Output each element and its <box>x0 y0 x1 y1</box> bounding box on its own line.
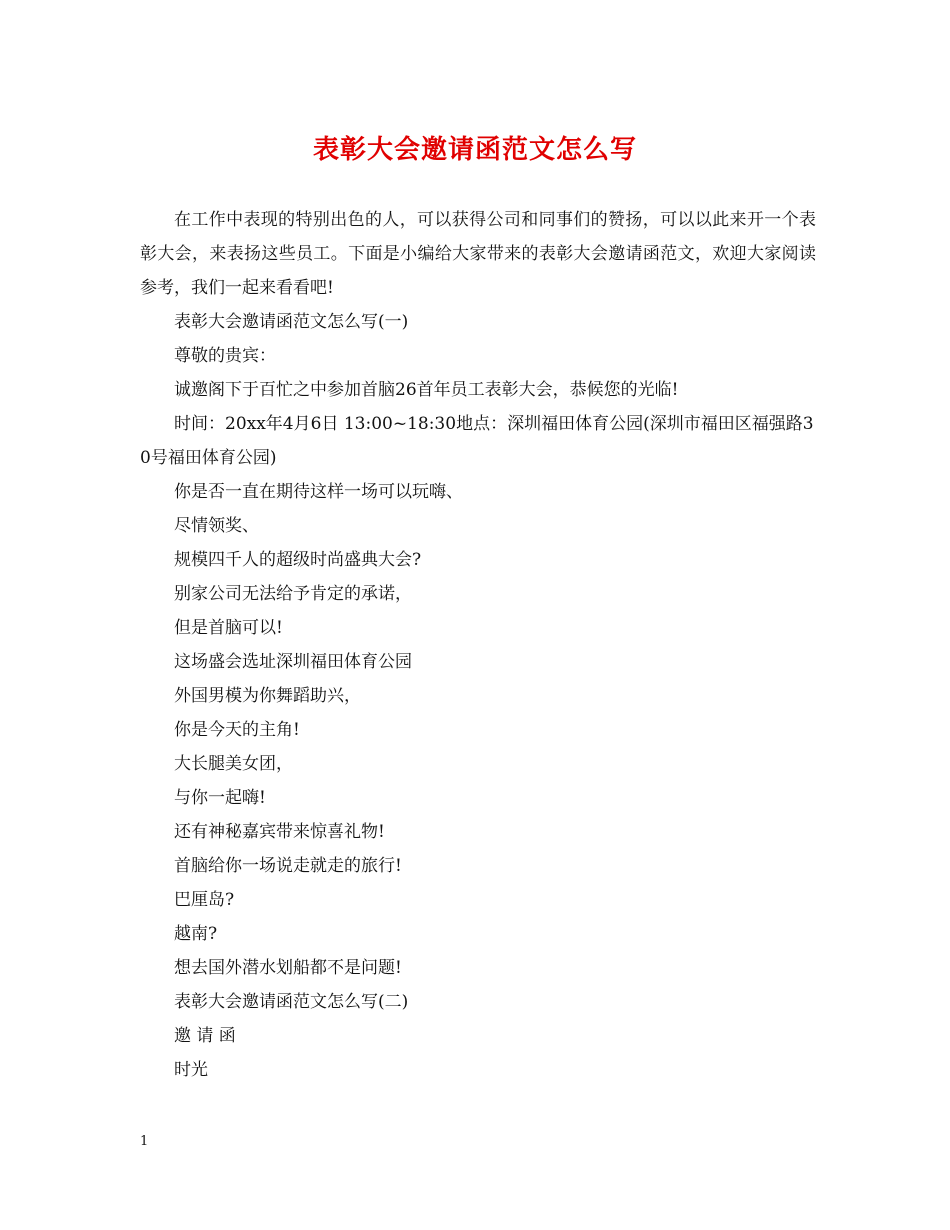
time-location-paragraph: 时间：20xx年4月6日 13:00~18:30地点：深圳福田体育公园(深圳市福田区福强路30号福田体育公园) <box>140 414 814 468</box>
section-heading-2: 表彰大会邀请函范文怎么写(二) <box>174 992 409 1012</box>
paragraph-line: 这场盛会选址深圳福田体育公园 <box>174 652 412 672</box>
paragraph-line: 与你一起嗨! <box>174 788 266 808</box>
paragraph-line: 但是首脑可以! <box>174 618 283 638</box>
document-title: 表彰大会邀请函范文怎么写 <box>312 135 637 165</box>
document-body <box>140 203 816 1087</box>
paragraph-line: 首脑给你一场说走就走的旅行! <box>174 856 402 876</box>
paragraph-line: 外国男模为你舞蹈助兴， <box>174 686 361 706</box>
page-number: 1 <box>140 1134 149 1149</box>
paragraph-line: 越南? <box>174 924 218 944</box>
paragraph-line: 还有神秘嘉宾带来惊喜礼物! <box>174 822 385 842</box>
paragraph-line: 别家公司无法给予肯定的承诺， <box>174 584 412 604</box>
paragraph-line: 巴厘岛? <box>174 890 235 910</box>
intro-paragraph: 在工作中表现的特别出色的人，可以获得公司和同事们的赞扬，可以以此来开一个表彰大会，来表扬这些员工。下面是小编给大家带来的表彰大会邀请函范文，欢迎大家阅读参考，我们一起来看看吧! <box>140 210 816 298</box>
paragraph-line: 大长腿美女团， <box>174 754 293 774</box>
paragraph-line: 时光 <box>174 1060 208 1080</box>
paragraph-line: 尽情领奖、 <box>174 516 259 536</box>
invitation-line: 诚邀阁下于百忙之中参加首脑26首年员工表彰大会，恭候您的光临! <box>174 380 679 400</box>
paragraph-line: 想去国外潜水划船都不是问题! <box>174 958 402 978</box>
salutation: 尊敬的贵宾： <box>174 346 276 366</box>
paragraph-line: 你是今天的主角! <box>174 720 300 740</box>
invitation-heading: 邀 请 函 <box>174 1026 236 1046</box>
paragraph-line: 你是否一直在期待这样一场可以玩嗨、 <box>174 482 463 502</box>
section-heading-1: 表彰大会邀请函范文怎么写(一) <box>174 312 409 332</box>
paragraph-line: 规模四千人的超级时尚盛典大会? <box>174 550 422 570</box>
